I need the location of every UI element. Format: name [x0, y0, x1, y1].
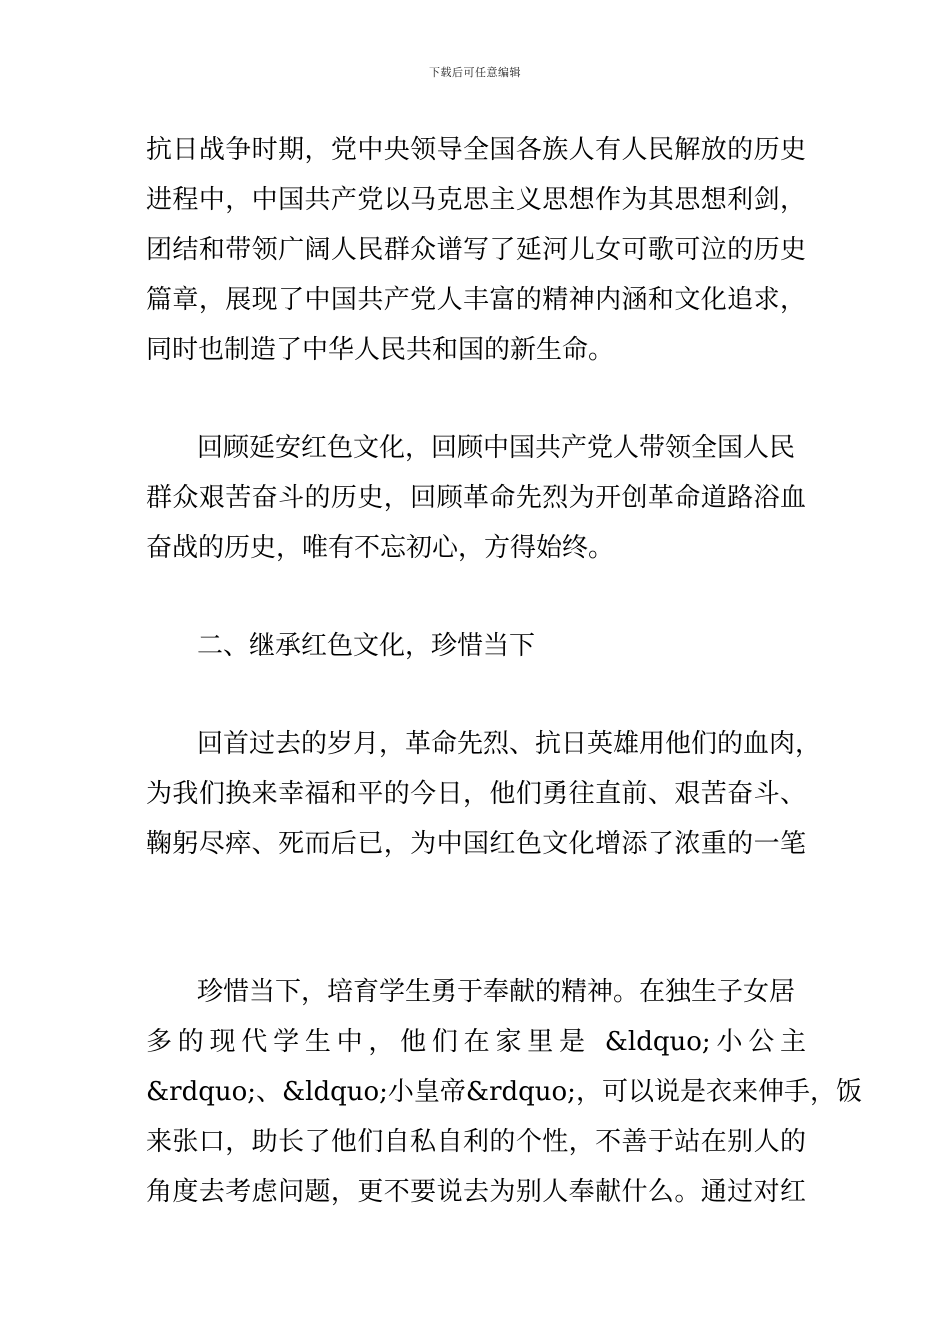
paragraph-3-line-2: 为我们换来幸福和平的今日，他们勇往直前、艰苦奋斗、 — [146, 779, 806, 809]
paragraph-3-line-3: 鞠躬尽瘁、死而后已，为中国红色文化增添了浓重的一笔 — [146, 829, 806, 859]
paragraph-4-line-3: &rdquo;、&ldquo;小皇帝&rdquo;，可以说是衣来伸手，饭 — [146, 1077, 862, 1107]
paragraph-1-line-1: 抗日战争时期，党中央领导全国各族人有人民解放的历史 — [146, 135, 806, 165]
paragraph-2-line-2: 群众艰苦奋斗的历史，回顾革命先烈为开创革命道路浴血 — [146, 483, 806, 513]
paragraph-4-line-1: 珍惜当下，培育学生勇于奉献的精神。在独生子女居 — [197, 977, 796, 1007]
paragraph-1-line-2: 进程中，中国共产党以马克思主义思想作为其思想利剑， — [146, 185, 806, 215]
paragraph-1-line-5: 同时也制造了中华人民共和国的新生命。 — [146, 335, 615, 365]
paragraph-4-line-4: 来张口，助长了他们自私自利的个性，不善于站在别人的 — [146, 1127, 806, 1157]
section-heading: 二、继承红色文化，珍惜当下 — [197, 631, 536, 661]
paragraph-2-line-3: 奋战的历史，唯有不忘初心，方得始终。 — [146, 533, 615, 563]
paragraph-2-line-1: 回顾延安红色文化，回顾中国共产党人带领全国人民 — [197, 433, 796, 463]
page-header: 下载后可任意编辑 — [429, 66, 521, 79]
paragraph-1-line-3: 团结和带领广阔人民群众谱写了延河儿女可歌可泣的历史 — [146, 235, 806, 265]
paragraph-3-line-1: 回首过去的岁月，革命先烈、抗日英雄用他们的血肉， — [197, 729, 822, 759]
paragraph-4-line-2: 多的现代学生中，他们在家里是 &ldquo;小公主 — [146, 1027, 806, 1057]
paragraph-1-line-4: 篇章，展现了中国共产党人丰富的精神内涵和文化追求， — [146, 285, 806, 315]
paragraph-4-line-5: 角度去考虑问题，更不要说去为别人奉献什么。通过对红 — [146, 1177, 806, 1207]
